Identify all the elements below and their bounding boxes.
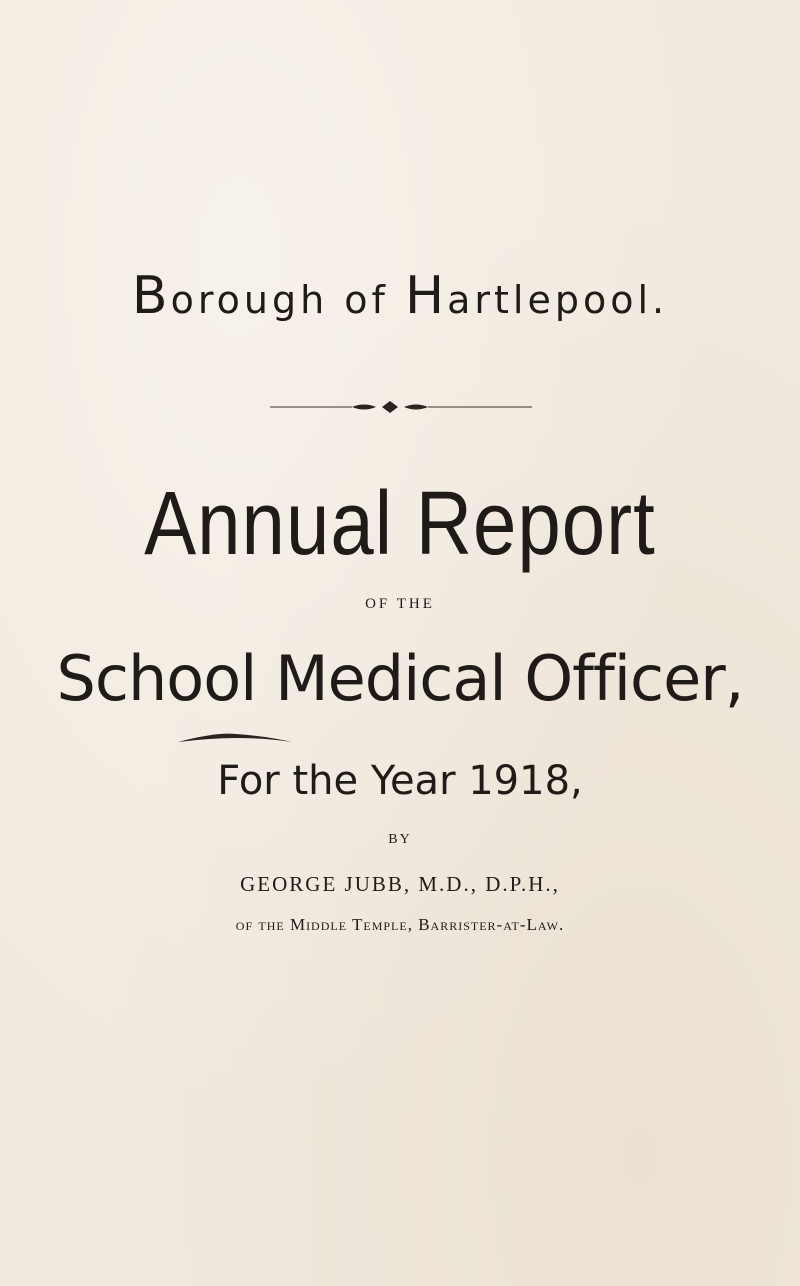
annual-report-heading: Annual Report bbox=[144, 472, 656, 574]
by-text: BY bbox=[388, 832, 412, 847]
of-the-text: OF THE bbox=[365, 596, 435, 612]
borough-of-word: of bbox=[344, 278, 405, 322]
author-affiliation: of the Middle Temple, Barrister-at-Law. bbox=[235, 915, 565, 934]
borough-initial-h: H bbox=[404, 266, 448, 326]
author-name: GEORGE JUBB, M.D., D.P.H., bbox=[240, 872, 560, 896]
borough-name-rest: artlepool. bbox=[447, 278, 669, 322]
divider-ornament-icon bbox=[270, 398, 532, 416]
borough-heading bbox=[0, 266, 800, 326]
school-medical-officer-heading: School Medical Officer, bbox=[56, 642, 744, 715]
swash-ornament-icon bbox=[176, 730, 296, 746]
borough-initial-b: B bbox=[131, 266, 171, 326]
borough-word-rest: orough bbox=[170, 278, 345, 322]
year-line: For the Year 1918, bbox=[217, 758, 583, 804]
